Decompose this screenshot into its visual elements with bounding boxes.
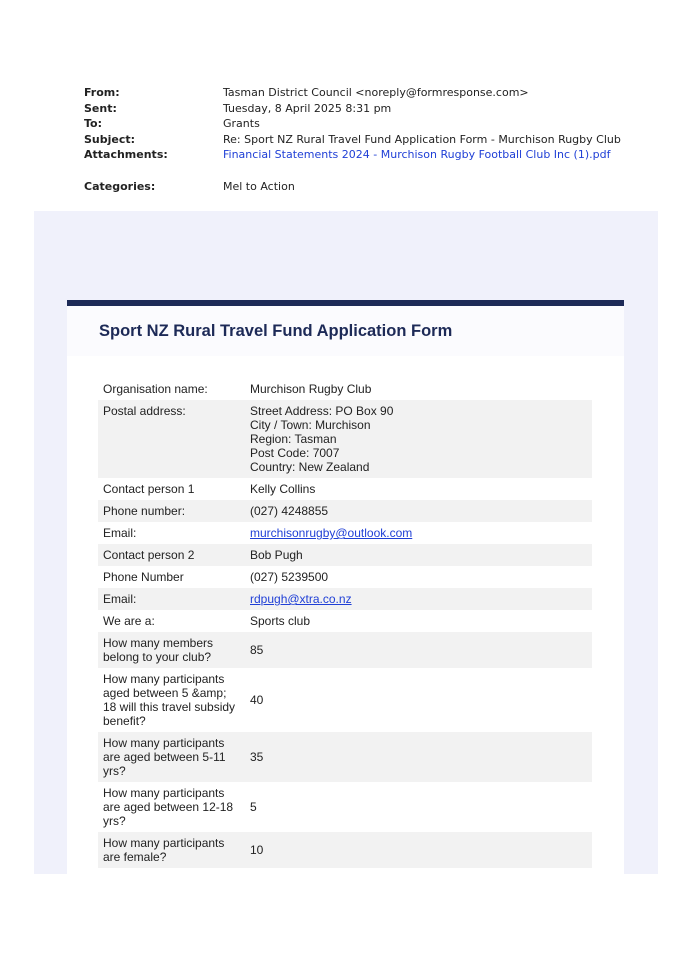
sent-row <box>84 101 644 117</box>
email-link[interactable]: murchisonrugby@outlook.com <box>250 526 413 540</box>
field-value: 85 <box>250 643 264 657</box>
form-table <box>98 378 592 868</box>
field-label: Phone number: <box>103 504 186 518</box>
header-spacer <box>84 163 644 179</box>
field-value: Kelly Collins <box>250 482 316 496</box>
field-value <box>246 592 592 606</box>
table-row <box>98 544 592 566</box>
table-row <box>98 668 592 732</box>
subject-row <box>84 132 644 148</box>
address-line: Street Address: PO Box 90 <box>250 404 394 418</box>
postal-address-value <box>246 404 592 474</box>
field-label: Email: <box>103 526 137 540</box>
field-label: Contact person 1 <box>103 482 195 496</box>
table-row <box>98 566 592 588</box>
subject-label: Subject: <box>84 132 136 146</box>
field-value <box>246 526 592 540</box>
field-value: Sports club <box>250 614 311 628</box>
to-row <box>84 116 644 132</box>
address-line: Country: New Zealand <box>250 460 370 474</box>
table-row <box>98 378 592 400</box>
table-row <box>98 610 592 632</box>
field-value: (027) 4248855 <box>250 504 329 518</box>
categories-label: Categories: <box>84 179 156 193</box>
field-label: Organisation name: <box>103 382 208 396</box>
field-value: 40 <box>250 693 264 707</box>
field-label: How many members belong to your club? <box>103 636 214 664</box>
field-label: Phone Number <box>103 570 184 584</box>
field-value: 5 <box>250 800 257 814</box>
field-value: (027) 5239500 <box>250 570 329 584</box>
from-row <box>84 85 644 101</box>
email-link[interactable]: rdpugh@xtra.co.nz <box>250 592 352 606</box>
from-label: From: <box>84 86 120 99</box>
field-value: Bob Pugh <box>250 548 303 562</box>
address-line: Region: Tasman <box>250 432 337 446</box>
address-line: Post Code: 7007 <box>250 446 340 460</box>
attachments-label: Attachments: <box>84 148 168 161</box>
form-card <box>67 300 624 874</box>
table-row <box>98 588 592 610</box>
email-header <box>84 85 644 194</box>
field-label: Contact person 2 <box>103 548 195 562</box>
address-line: City / Town: Murchison <box>250 418 371 432</box>
from-value: Tasman District Council <noreply@formresponse.com> <box>223 86 529 99</box>
field-label: How many participants are aged between 12-18 yrs? <box>103 786 234 828</box>
field-label: Postal address: <box>103 404 186 418</box>
table-row <box>98 782 592 832</box>
table-row <box>98 522 592 544</box>
attachments-row <box>84 147 644 163</box>
sent-label: Sent: <box>84 101 117 115</box>
sent-value: Tuesday, 8 April 2025 8:31 pm <box>223 101 392 115</box>
field-value: 35 <box>250 750 264 764</box>
categories-value: Mel to Action <box>223 179 295 193</box>
to-label: To: <box>84 117 102 130</box>
categories-row <box>84 179 644 195</box>
attachment-link[interactable]: Financial Statements 2024 - Murchison Rugby Football Club Inc (1).pdf <box>223 148 611 161</box>
field-label: How many participants aged between 5 &amp; 18 will this travel subsidy benefit? <box>103 672 236 728</box>
table-row <box>98 478 592 500</box>
table-row <box>98 500 592 522</box>
field-value: 10 <box>250 843 264 857</box>
field-label: How many participants are aged between 5-11 yrs? <box>103 736 226 778</box>
form-title: Sport NZ Rural Travel Fund Application Form <box>99 322 453 340</box>
field-label: Email: <box>103 592 137 606</box>
to-value: Grants <box>223 117 260 130</box>
table-row <box>98 732 592 782</box>
field-label: How many participants are female? <box>103 836 225 864</box>
table-row <box>98 832 592 868</box>
subject-value: Re: Sport NZ Rural Travel Fund Application Form - Murchison Rugby Club <box>223 132 621 146</box>
field-label: We are a: <box>103 614 155 628</box>
field-value: Murchison Rugby Club <box>250 382 372 396</box>
table-row <box>98 632 592 668</box>
table-row <box>98 400 592 478</box>
